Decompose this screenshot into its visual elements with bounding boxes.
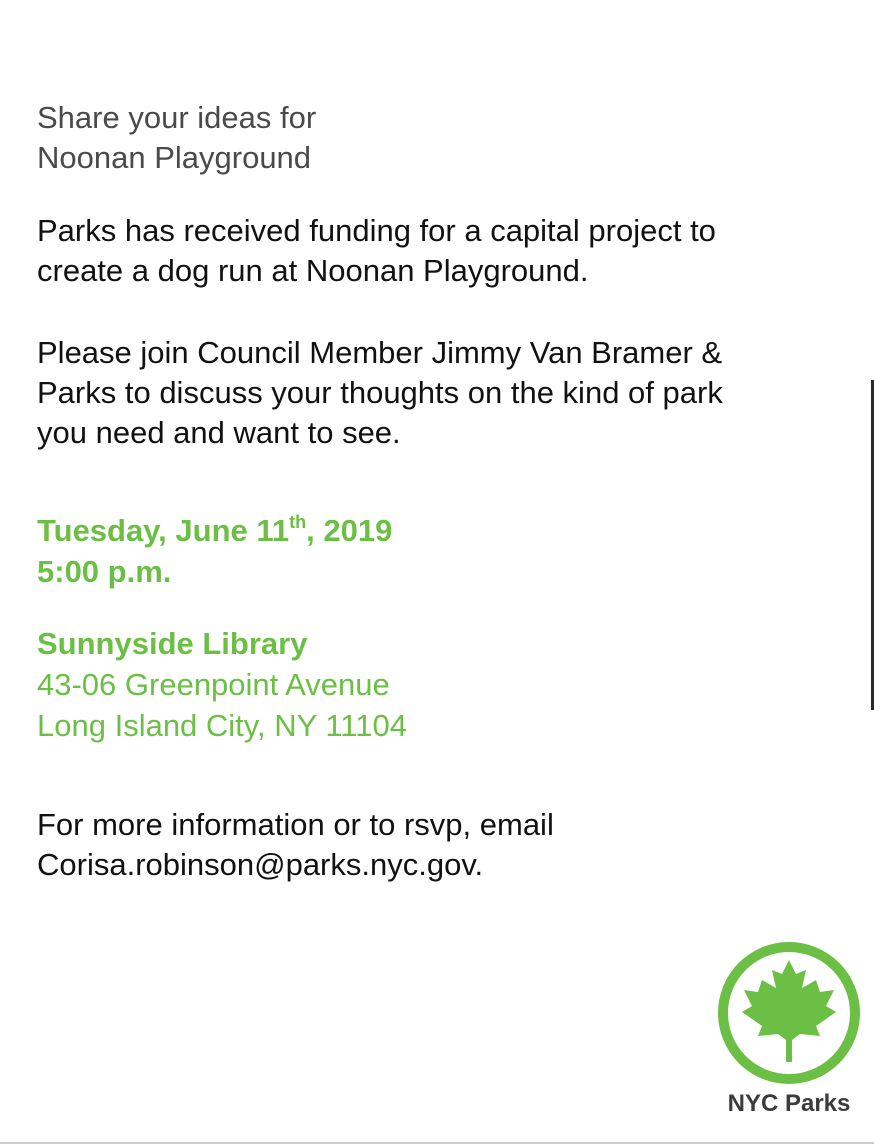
invitation-paragraph (37, 333, 723, 453)
contact-info (37, 805, 554, 885)
event-datetime (37, 510, 392, 592)
event-date-ordinal: th (289, 511, 307, 532)
contact-line-1: For more information or to rsvp, email (37, 807, 554, 842)
event-location (37, 623, 407, 746)
event-time: 5:00 p.m. (37, 554, 172, 589)
venue-name: Sunnyside Library (37, 626, 308, 661)
event-date (37, 510, 392, 551)
maple-leaf-icon (742, 960, 836, 1062)
contact-period: . (474, 847, 484, 882)
contact-line-2 (37, 845, 554, 885)
address-line-1: 43-06 Greenpoint Avenue (37, 667, 390, 702)
invitation-line-2: Parks to discuss your thoughts on the kind of park (37, 375, 723, 410)
invitation-line-1: Please join Council Member Jimmy Van Bramer & (37, 335, 723, 370)
event-date-prefix: Tuesday, June 11 (37, 513, 290, 548)
heading-line-2: Noonan Playground (37, 140, 312, 175)
event-date-year: , 2019 (306, 513, 393, 548)
funding-line-2: create a dog run at Noonan Playground. (37, 253, 589, 288)
flyer-heading (37, 98, 316, 178)
invitation-line-3: you need and want to see. (37, 415, 401, 450)
funding-paragraph (37, 211, 716, 291)
funding-line-1: Parks has received funding for a capital project to (37, 213, 716, 248)
rsvp-email-link[interactable]: Corisa.robinson@parks.nyc.gov (37, 847, 475, 882)
address-line-2: Long Island City, NY 11104 (37, 708, 407, 743)
nyc-parks-wordmark: NYC Parks (727, 1090, 851, 1117)
heading-line-1: Share your ideas for (37, 100, 317, 135)
nyc-parks-logo (716, 940, 862, 1086)
